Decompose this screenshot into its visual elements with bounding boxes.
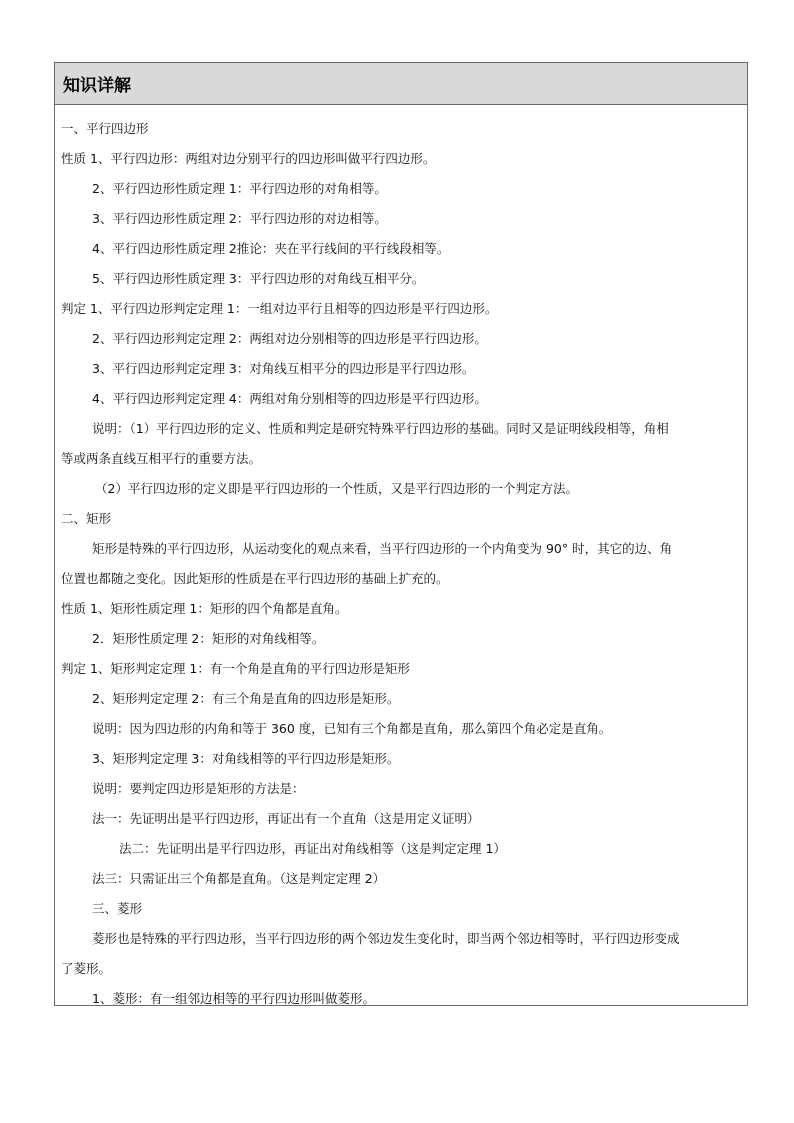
knowledge-table: [54, 62, 748, 1006]
text-line: 性质 1、矩形性质定理 1：矩形的四个角都是直角。: [61, 601, 348, 616]
text-line: 说明：（1）平行四边形的定义、性质和判定是研究特殊平行四边形的基础。同时又是证明线段相等，角相: [92, 421, 669, 436]
text-line: 5、平行四边形性质定理 3：平行四边形的对角线互相平分。: [92, 271, 425, 286]
text-line: 菱形也是特殊的平行四边形，当平行四边形的两个邻边发生变化时，即当两个邻边相等时，平行四边形变成: [92, 931, 680, 946]
text-line: 2、矩形判定定理 2：有三个角是直角的四边形是矩形。: [92, 691, 400, 706]
text-line: 说明：因为四边形的内角和等于 360 度，已知有三个角都是直角，那么第四个角必定是直角。: [92, 721, 612, 736]
text-line: 说明：要判定四边形是矩形的方法是：: [92, 781, 305, 796]
text-line: 位置也都随之变化。因此矩形的性质是在平行四边形的基础上扩充的。: [61, 571, 449, 586]
text-line: 2、平行四边形判定定理 2：两组对边分别相等的四边形是平行四边形。: [92, 331, 487, 346]
text-line: 判定 1、平行四边形判定定理 1：一组对边平行且相等的四边形是平行四边形。: [61, 301, 498, 316]
section-header: [55, 63, 747, 105]
text-line: 矩形是特殊的平行四边形，从运动变化的观点来看，当平行四边形的一个内角变为 90° 时，其它的边、角: [92, 541, 673, 556]
text-line: 判定 1、矩形判定定理 1：有一个角是直角的平行四边形是矩形: [61, 661, 410, 676]
text-line: 4、平行四边形判定定理 4：两组对角分别相等的四边形是平行四边形。: [92, 391, 487, 406]
text-line: 3、平行四边形判定定理 3：对角线互相平分的四边形是平行四边形。: [92, 361, 475, 376]
text-line: 性质 1、平行四边形：两组对边分别平行的四边形叫做平行四边形。: [61, 151, 436, 166]
text-line: 法一：先证明出是平行四边形，再证出有一个直角（这是用定义证明）: [92, 811, 480, 826]
text-line: 2、平行四边形性质定理 1：平行四边形的对角相等。: [92, 181, 387, 196]
text-line: 法三：只需证出三个角都是直角。（这是判定定理 2）: [92, 871, 386, 886]
heading-rhombus: 三、菱形: [92, 901, 143, 916]
text-line: 2．矩形性质定理 2：矩形的对角线相等。: [92, 631, 325, 646]
section-title: 知识详解: [63, 76, 131, 96]
text-line: 法二：先证明出是平行四边形，再证出对角线相等（这是判定定理 1）: [119, 841, 506, 856]
text-line: 等或两条直线互相平行的重要方法。: [61, 451, 262, 466]
text-line: （2）平行四边形的定义即是平行四边形的一个性质，又是平行四边形的一个判定方法。: [95, 481, 578, 496]
text-line: 3、矩形判定定理 3：对角线相等的平行四边形是矩形。: [92, 751, 400, 766]
heading-rectangle: 二、矩形: [61, 511, 112, 526]
heading-parallelogram: 一、平行四边形: [61, 121, 149, 136]
text-line: 1、菱形：有一组邻边相等的平行四边形叫做菱形。: [92, 991, 375, 1006]
text-line: 4、平行四边形性质定理 2推论：夹在平行线间的平行线段相等。: [92, 241, 450, 256]
text-line: 3、平行四边形性质定理 2：平行四边形的对边相等。: [92, 211, 387, 226]
text-line: 了菱形。: [61, 961, 112, 976]
